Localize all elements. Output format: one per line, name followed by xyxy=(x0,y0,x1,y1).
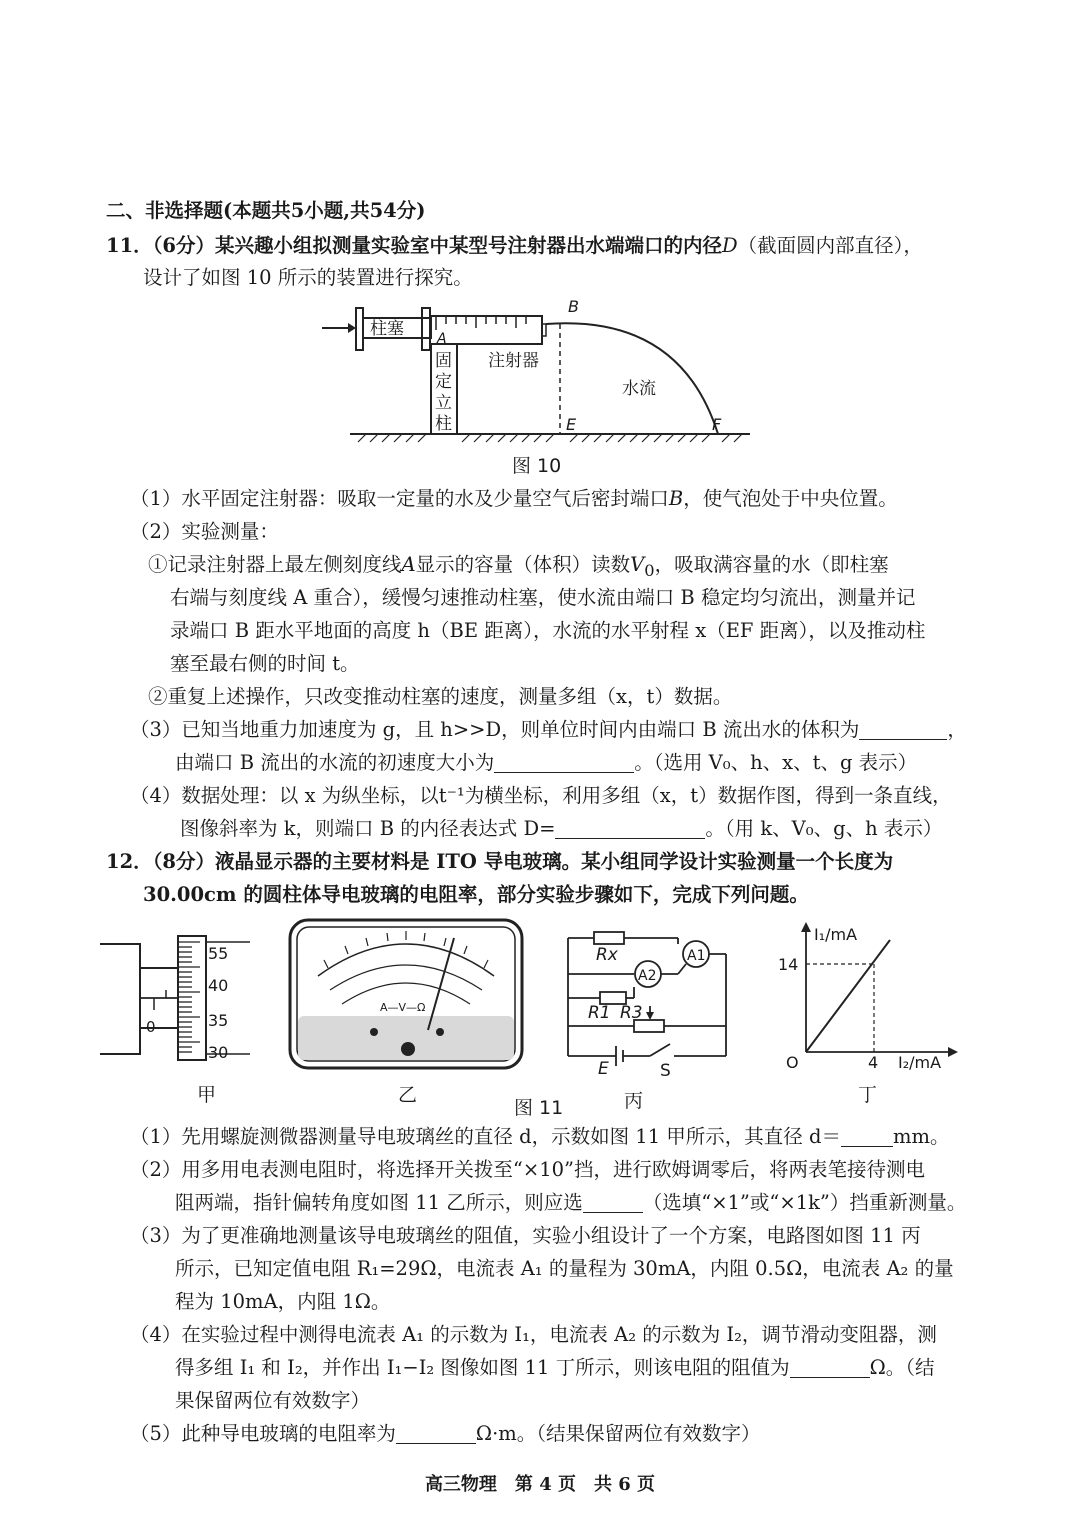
s2a-sub: 0 xyxy=(644,560,655,580)
q12-part2-line2 xyxy=(175,1188,966,1218)
q12-part2-line1: （2）用多用电表测电阻时，将选择开关拨至“×10”挡，进行欧姆调零后，将两表笔接待测电 xyxy=(130,1158,925,1181)
label-A2: A2 xyxy=(638,968,657,984)
answer-blank-range[interactable] xyxy=(583,1190,643,1213)
q11-step2: （2）实验测量： xyxy=(130,520,279,543)
label-F: F xyxy=(712,415,722,434)
post-char-2: 定 xyxy=(435,372,452,392)
label-A1: A1 xyxy=(687,948,706,964)
q12-p2-text: 阻两端，指针偏转角度如图 11 乙所示，则应选 xyxy=(175,1191,583,1214)
q12-part3-line2: 所示，已知定值电阻 R₁=29Ω，电流表 A₁ 的量程为 30mA，内阻 0.5Ω，电流表 A₂ 的量 xyxy=(175,1257,954,1280)
graph-y-tick: 14 xyxy=(778,955,799,974)
q12-p4-text: 得多组 I₁ 和 I₂，并作出 I₁−I₂ 图像如图 11 丁所示，则该电阻的阻值为 xyxy=(175,1356,790,1379)
q12-part3-line3: 程为 10mA，内阻 1Ω。 xyxy=(175,1290,391,1313)
circuit-figure xyxy=(560,926,740,1080)
answer-blank-diameter-mm[interactable] xyxy=(841,1124,893,1147)
water-label: 水流 xyxy=(622,379,656,399)
q11-step3-line2 xyxy=(175,748,917,778)
answer-blank-resistivity[interactable] xyxy=(396,1421,476,1444)
q11-head-tail: （截面圆内部直径）， xyxy=(737,234,923,257)
q11-step2b: ②重复上述操作，只改变推动柱塞的速度，测量多组（x，t）数据。 xyxy=(148,685,733,708)
figure-11-caption: 图 11 xyxy=(514,1097,564,1119)
caption-ding: 丁 xyxy=(858,1084,878,1106)
figure-10-caption: 图 10 xyxy=(512,455,562,477)
q12-p5-text: （5）此种导电玻璃的电阻率为 xyxy=(130,1422,396,1445)
q11-step2a-line4: 塞至最右侧的时间 t。 xyxy=(170,652,360,675)
graph-x-label: I₂/mA xyxy=(898,1053,942,1072)
answer-blank-resistance[interactable] xyxy=(790,1355,870,1378)
q11-var-d: D xyxy=(721,234,738,257)
s2a-text: ①记录注射器上最左侧刻度线 xyxy=(148,553,402,576)
q12-p1-unit: mm。 xyxy=(892,1125,950,1148)
q11-step4-2b: 。（用 k、V₀、g、h 表示） xyxy=(705,817,943,840)
micrometer-tick-30: 30 xyxy=(208,1043,229,1062)
figure-10 xyxy=(310,294,770,448)
q11-step1-tail: ，使气泡处于中央位置。 xyxy=(683,487,898,510)
q12-line2: 30.00cm 的圆柱体导电玻璃的电阻率，部分实验步骤如下，完成下列问题。 xyxy=(143,883,809,906)
q12-header: 12．（8分）液晶显示器的主要材料是 ITO 导电玻璃。某小组同学设计实验测量一个长度为 xyxy=(106,850,894,873)
q11-step4-line2 xyxy=(180,814,942,844)
label-Rx: Rx xyxy=(596,945,618,965)
micrometer-figure xyxy=(100,934,270,1068)
s2a-tail: ，吸取满容量的水（即柱塞 xyxy=(654,553,889,576)
s2a-var-A: A xyxy=(401,553,416,576)
micrometer-tick-35: 35 xyxy=(208,1011,229,1030)
section-title: 二、非选择题(本题共5小题,共54分) xyxy=(106,199,426,222)
q11-header xyxy=(106,231,923,261)
q11-step3-line1: （3）已知当地重力加速度为 g，且 h>>D，则单位时间内由端口 B 流出水的体积为 ， xyxy=(130,718,967,741)
q12-part3-line1: （3）为了更准确地测量该导电玻璃丝的阻值，实验小组设计了一个方案，电路图如图 11 丙 xyxy=(130,1224,921,1247)
label-E: E xyxy=(566,415,577,434)
q12-p1-text: （1）先用螺旋测微器测量导电玻璃丝的直径 d，示数如图 11 甲所示，其直径 d＝ xyxy=(130,1125,841,1148)
caption-yi: 乙 xyxy=(398,1084,418,1106)
micrometer-zero: 0 xyxy=(146,1018,156,1036)
label-R1: R1 xyxy=(588,1003,611,1023)
i1-i2-graph xyxy=(770,920,970,1084)
label-B: B xyxy=(568,297,579,316)
i1-i2-line xyxy=(806,940,890,1052)
q11-step4-2a: 图像斜率为 k，则端口 B 的内径表达式 D= xyxy=(180,817,556,840)
answer-blank-diameter[interactable] xyxy=(555,816,705,839)
post-char-4: 柱 xyxy=(435,414,452,434)
post-char-3: 立 xyxy=(435,393,452,413)
q12-part5 xyxy=(130,1419,761,1449)
label-S: S xyxy=(660,1061,671,1076)
q12-p4-tail: Ω。（结 xyxy=(869,1356,935,1379)
micrometer-tick-55: 55 xyxy=(208,944,229,963)
q11-step1-text: （1）水平固定注射器：吸取一定量的水及少量空气后密封端口 xyxy=(130,487,669,510)
q11-step1 xyxy=(130,484,898,514)
graph-origin: O xyxy=(786,1053,799,1072)
q11-step4-line1: （4）数据处理：以 x 为纵坐标，以t⁻¹为横坐标，利用多组（x，t）数据作图，得到一条直线， xyxy=(130,784,952,807)
post-char-1: 固 xyxy=(435,351,452,371)
s2a-var-V: V xyxy=(630,553,645,576)
s2a-mid: 显示的容量（体积）读数 xyxy=(415,553,631,576)
q12-p5-tail: Ω·m。（结果保留两位有效数字） xyxy=(475,1422,761,1445)
q11-head: 11．（6分）某兴趣小组拟测量实验室中某型号注射器出水端端口的内径 xyxy=(106,234,722,257)
q12-part1 xyxy=(130,1122,949,1152)
answer-blank-initial-speed[interactable] xyxy=(494,750,634,773)
q12-part4-line2 xyxy=(175,1353,935,1383)
plunger-label: 柱塞 xyxy=(370,319,404,339)
q11-step1-var: B xyxy=(668,487,684,510)
micrometer-tick-40: 40 xyxy=(208,976,229,995)
q11-step2a-line2: 右端与刻度线 A 重合），缓慢匀速推动柱塞，使水流由端口 B 稳定均匀流出，测量并记 xyxy=(170,586,916,609)
label-E: E xyxy=(598,1059,609,1076)
q11-step2a-line3: 录端口 B 距水平地面的高度 h（BE 距离），水流的水平射程 x（EF 距离），以及推动柱 xyxy=(170,619,926,642)
label-A: A xyxy=(437,331,447,347)
q11-step2a-line1 xyxy=(148,550,889,586)
multimeter-panel-label: A—V—Ω xyxy=(380,1001,426,1014)
multimeter-figure xyxy=(288,918,524,1074)
caption-jia: 甲 xyxy=(197,1084,217,1106)
q11-step3-text: （3）已知当地重力加速度为 g，且 h>>D，则单位时间内由端口 B 流出水的体积为 xyxy=(130,718,860,741)
caption-bing: 丙 xyxy=(624,1090,644,1112)
page-footer: 高三物理 第 4 页 共 6 页 xyxy=(424,1474,656,1495)
q11-line2: 设计了如图 10 所示的装置进行探究。 xyxy=(143,266,473,289)
q11-step3-2b: 。（选用 V₀、h、x、t、g 表示） xyxy=(634,751,918,774)
q11-step3-2a: 由端口 B 流出的水流的初速度大小为 xyxy=(175,751,495,774)
q12-part4-line3: 果保留两位有效数字） xyxy=(175,1389,371,1412)
syringe-label: 注射器 xyxy=(488,351,539,371)
answer-blank-volume-rate[interactable] xyxy=(859,717,947,740)
graph-y-label: I₁/mA xyxy=(814,925,858,944)
label-R3: R3 xyxy=(620,1003,643,1023)
graph-x-tick: 4 xyxy=(868,1053,879,1072)
q12-part4-line1: （4）在实验过程中测得电流表 A₁ 的示数为 I₁，电流表 A₂ 的示数为 I₂，调节滑动变阻器，测 xyxy=(130,1323,937,1346)
q12-p2-tail: （选填“×1”或“×1k”）挡重新测量。 xyxy=(642,1191,967,1214)
